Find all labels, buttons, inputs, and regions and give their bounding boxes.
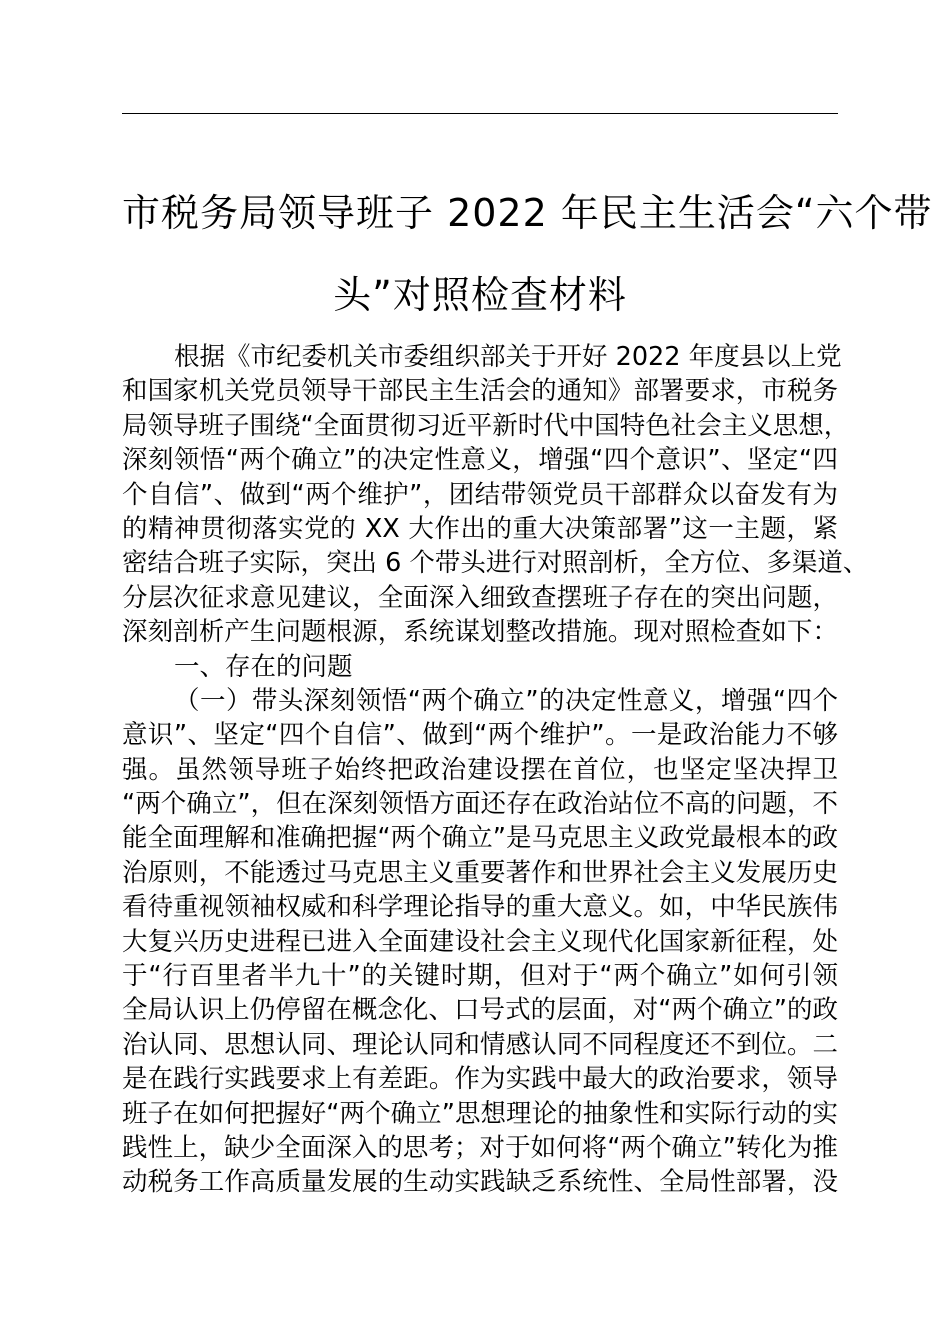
- document-title: [122, 172, 933, 336]
- text-line: 于“行百里者半九十”的关键时期，但对于“两个确立”如何引领: [122, 961, 838, 992]
- text-line: 动税务工作高质量发展的生动实践缺乏系统性、全局性部署，没: [122, 1167, 838, 1198]
- text-line: 班子在如何把握好“两个确立”思想理论的抽象性和实际行动的实: [122, 1098, 838, 1129]
- text-line: 是在践行实践要求上有差距。作为实践中最大的政治要求，领导: [122, 1064, 838, 1095]
- text-line: 能全面理解和准确把握“两个确立”是马克思主义政党最根本的政: [122, 823, 838, 854]
- text-line: 践性上，缺少全面深入的思考；对于如何将“两个确立”转化为推: [122, 1132, 838, 1163]
- text-line: 全局认识上仍停留在概念化、口号式的层面，对“两个确立”的政: [122, 995, 838, 1026]
- text-line: 治原则，不能透过马克思主义重要著作和世界社会主义发展历史: [122, 857, 838, 888]
- text-line: 根据《市纪委机关市委组织部关于开好 2022 年度县以上党: [174, 342, 842, 372]
- section-heading: 一、存在的问题: [174, 651, 353, 682]
- title-line: 头”对照检查材料: [333, 273, 627, 317]
- text-line: 局领导班子围绕“全面贯彻习近平新时代中国特色社会主义思想，: [122, 410, 850, 441]
- text-line: 密结合班子实际，突出 6 个带头进行对照剖析，全方位、多渠道、: [122, 548, 869, 579]
- text-line: 看待重视领袖权威和科学理论指导的重大意义。如，中华民族伟: [122, 892, 838, 923]
- text-line: 个自信”、做到“两个维护”，团结带领党员干部群众以奋发有为: [122, 479, 838, 510]
- text-line: 深刻领悟“两个确立”的决定性意义，增强“四个意识”、坚定“四: [122, 445, 838, 476]
- text-line: 治认同、思想认同、理论认同和情感认同不同程度还不到位。二: [122, 1029, 838, 1060]
- text-line: 深刻剖析产生问题根源，系统谋划整改措施。现对照检查如下：: [122, 617, 838, 648]
- text-line: 意识”、坚定“四个自信”、做到“两个维护”。一是政治能力不够: [122, 720, 838, 751]
- paragraph-problems: [122, 684, 838, 1200]
- text-line: 强。虽然领导班子始终把政治建设摆在首位，也坚定坚决捍卫: [122, 754, 838, 785]
- title-line: 市税务局领导班子 2022 年民主生活会“六个带: [122, 191, 933, 235]
- text-line: “两个确立”，但在深刻领悟方面还存在政治站位不高的问题，不: [122, 789, 838, 820]
- text-line: （一）带头深刻领悟“两个确立”的决定性意义，增强“四个: [174, 685, 838, 716]
- text-line: 和国家机关党员领导干部民主生活会的通知》部署要求，市税务: [122, 376, 838, 407]
- text-line: 分层次征求意见建议，全面深入细致查摆班子存在的突出问题，: [122, 582, 838, 613]
- text-line: 大复兴历史进程已进入全面建设社会主义现代化国家新征程，处: [122, 926, 838, 957]
- header-rule: [122, 113, 838, 114]
- paragraph-intro: [122, 340, 869, 650]
- text-line: 的精神贯彻落实党的 XX 大作出的重大决策部署”这一主题，紧: [122, 513, 838, 544]
- document-body: [122, 340, 869, 1200]
